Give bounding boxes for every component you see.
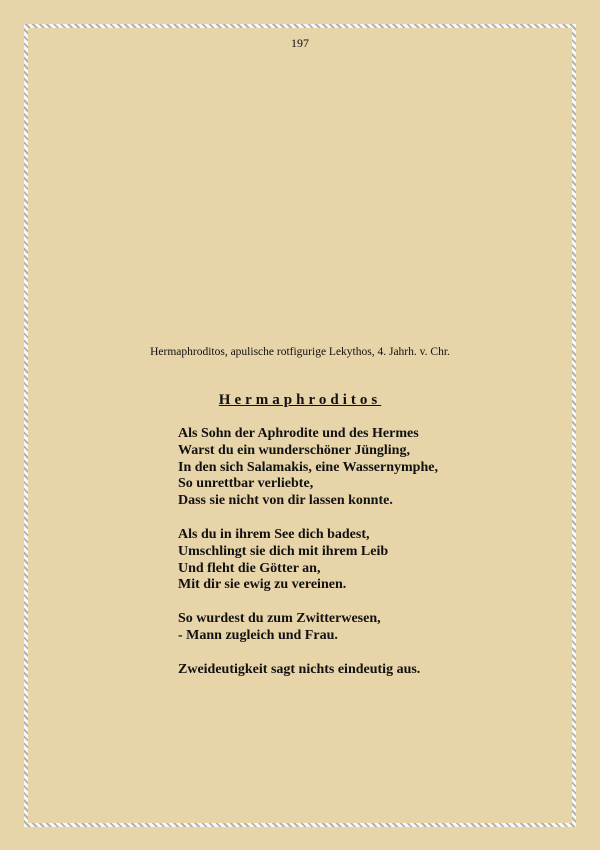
poem-line: Umschlingt sie dich mit ihrem Leib [178,543,389,559]
image-caption: Hermaphroditos, apulische rotfigurige Lekythos, 4. Jahrh. v. Chr. [150,346,450,358]
poem-line: Warst du ein wunderschöner Jüngling, [178,442,410,458]
page-number: 197 [291,36,309,50]
poem-line: In den sich Salamakis, eine Wassernymphe, [178,459,438,475]
stanza [178,611,518,645]
illustration-placeholder [140,70,460,330]
stanza [178,527,518,594]
stanza [178,662,518,679]
poem-line: Dass sie nicht von dir lassen konnte. [178,493,393,509]
stanza [178,426,518,510]
poem-line: - Mann zugleich und Frau. [178,627,338,643]
poem-line: Als du in ihrem See dich badest, [178,526,370,542]
poem-line: So unrettbar verliebte, [178,476,314,492]
poem-title: Hermaphroditos [218,392,382,408]
poem-line: Als Sohn der Aphrodite und des Hermes [178,426,419,441]
poem-line: Und fleht die Götter an, [178,560,321,576]
poem-line: So wurdest du zum Zwitterwesen, [178,611,381,627]
poem-line: Zweideutigkeit sagt nichts eindeutig aus. [178,661,421,677]
poem-line: Mit dir sie ewig zu vereinen. [178,577,347,593]
poem-body [178,426,518,696]
